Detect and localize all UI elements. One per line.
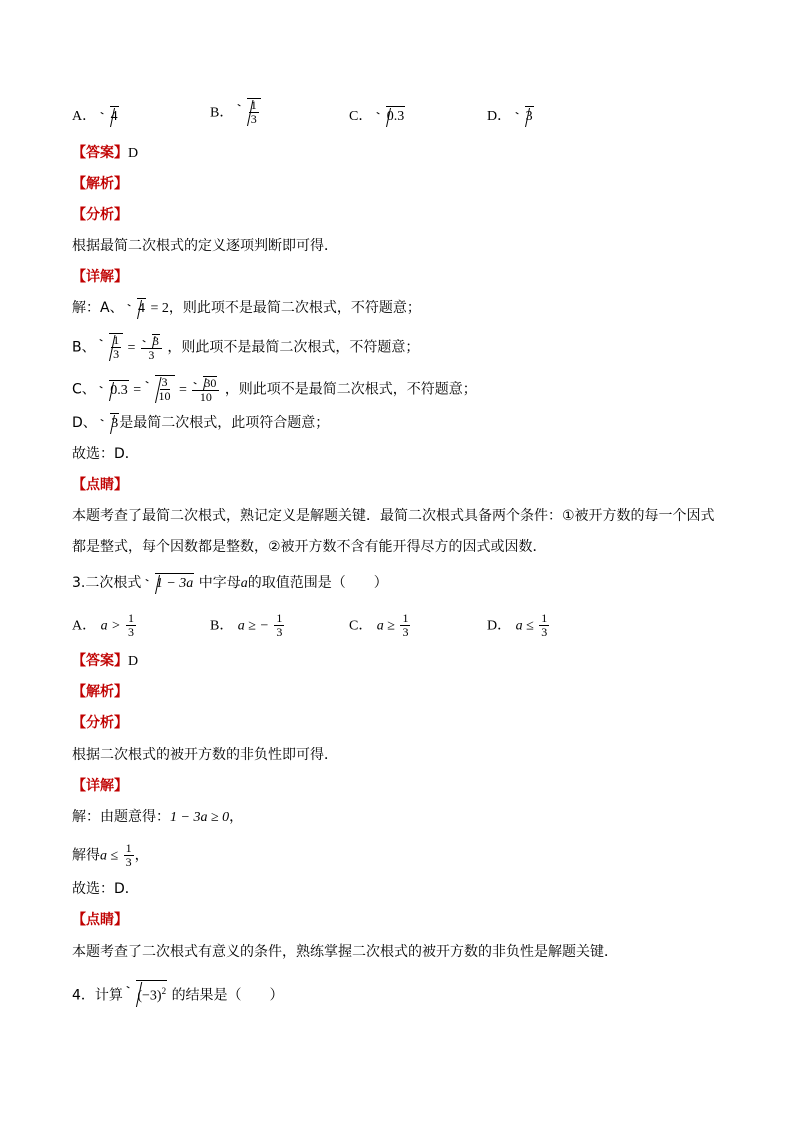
q2-answer: 【答案】D: [72, 145, 139, 161]
q3-option-b: B． a ≥ − $\frac{1}{3}$: [210, 611, 283, 639]
q3-option-a: A． a > $\frac{1}{3}$: [72, 611, 134, 639]
q3-step2: 解得a ≤ $\frac{1}{3}$ ，: [72, 841, 149, 869]
sqrt-symbol: 3: [516, 106, 534, 127]
sqrt-symbol: $\frac{1}{3}$: [100, 333, 123, 361]
q3-dianjing-heading: 【点睛】: [72, 912, 128, 928]
sqrt-symbol: 1 − 3a: [146, 573, 194, 594]
q2-dianjing-heading: 【点睛】: [72, 477, 128, 493]
q3-step1: 解：由题意得：1 − 3a ≥ 0，: [72, 809, 244, 825]
q4-stem: 4．计算 $(-3)^2$ 的结果是（ ）: [72, 980, 284, 1007]
q2-step-d: D、 3是最简二次根式，此项符合题意；: [72, 413, 329, 434]
q3-fenxi-heading: 【分析】: [72, 715, 128, 731]
q2-jiexi-heading: 【解析】: [72, 176, 128, 192]
sqrt-symbol: 4: [101, 106, 119, 127]
q2-fenxi-heading: 【分析】: [72, 207, 128, 223]
q3-answer: 【答案】D: [72, 653, 139, 669]
option-label: A．: [72, 109, 97, 124]
sqrt-symbol: 4: [128, 298, 146, 319]
q2-xiangjie-heading: 【详解】: [72, 269, 128, 285]
sqrt-symbol: $\frac{3}{10}$: [146, 375, 175, 403]
q3-choose: 故选：D．: [72, 881, 139, 897]
q3-xiangjie-heading: 【详解】: [72, 778, 128, 794]
q2-note-line2: 都是整式，每个因数都是整数，②被开方数不含有能开得尽方的因式或因数．: [72, 539, 547, 555]
q2-option-d: [487, 106, 534, 127]
q2-step-a: 解：A、 4 = 2，则此项不是最简二次根式，不符题意；: [72, 298, 421, 319]
option-label: B．: [210, 105, 234, 121]
q2-option-b: [210, 98, 261, 126]
sqrt-symbol: 30: [194, 376, 217, 390]
q3-note: 本题考查了二次根式有意义的条件，熟练掌握二次根式的被开方数的非负性是解题关键．: [72, 944, 618, 960]
q2-option-a: [72, 106, 119, 127]
q3-jiexi-heading: 【解析】: [72, 684, 128, 700]
sqrt-symbol: 0.3: [100, 380, 129, 401]
q3-fenxi-text: 根据二次根式的被开方数的非负性即可得．: [72, 747, 338, 763]
option-label: D．: [487, 109, 512, 124]
q2-choose: 故选：D．: [72, 446, 139, 462]
sqrt-symbol: 3: [143, 334, 160, 348]
q3-stem: 3.二次根式 1 − 3a 中字母a的取值范围是（ ）: [72, 573, 388, 594]
q2-step-c: C、 0.3 = $\frac{3}{10}$ = $\frac{30}{10}$ ，则此项不是最简二次根式，不符题意；: [72, 375, 477, 404]
q3-option-d: D． a ≤ $\frac{1}{3}$: [487, 611, 548, 639]
q2-fenxi-text: 根据最简二次根式的定义逐项判断即可得．: [72, 238, 338, 254]
q2-option-c: [349, 106, 405, 127]
sqrt-symbol: $(-3)^2$: [127, 980, 167, 1007]
sqrt-symbol: $\frac{1}{3}$: [238, 98, 261, 126]
q2-step-b: B、 $\frac{1}{3}$ = $\frac{3}{3}$ ，则此项不是最简二次根式，不符题意；: [72, 333, 420, 362]
q2-note-line1: 本题考查了最简二次根式，熟记定义是解题关键．最简二次根式具备两个条件：①被开方数的每一个因式: [72, 508, 715, 524]
sqrt-symbol: 3: [101, 413, 119, 434]
q3-option-c: C． a ≥ $\frac{1}{3}$: [349, 611, 409, 639]
sqrt-symbol: 0.3: [377, 106, 406, 127]
option-label: C．: [349, 109, 373, 124]
